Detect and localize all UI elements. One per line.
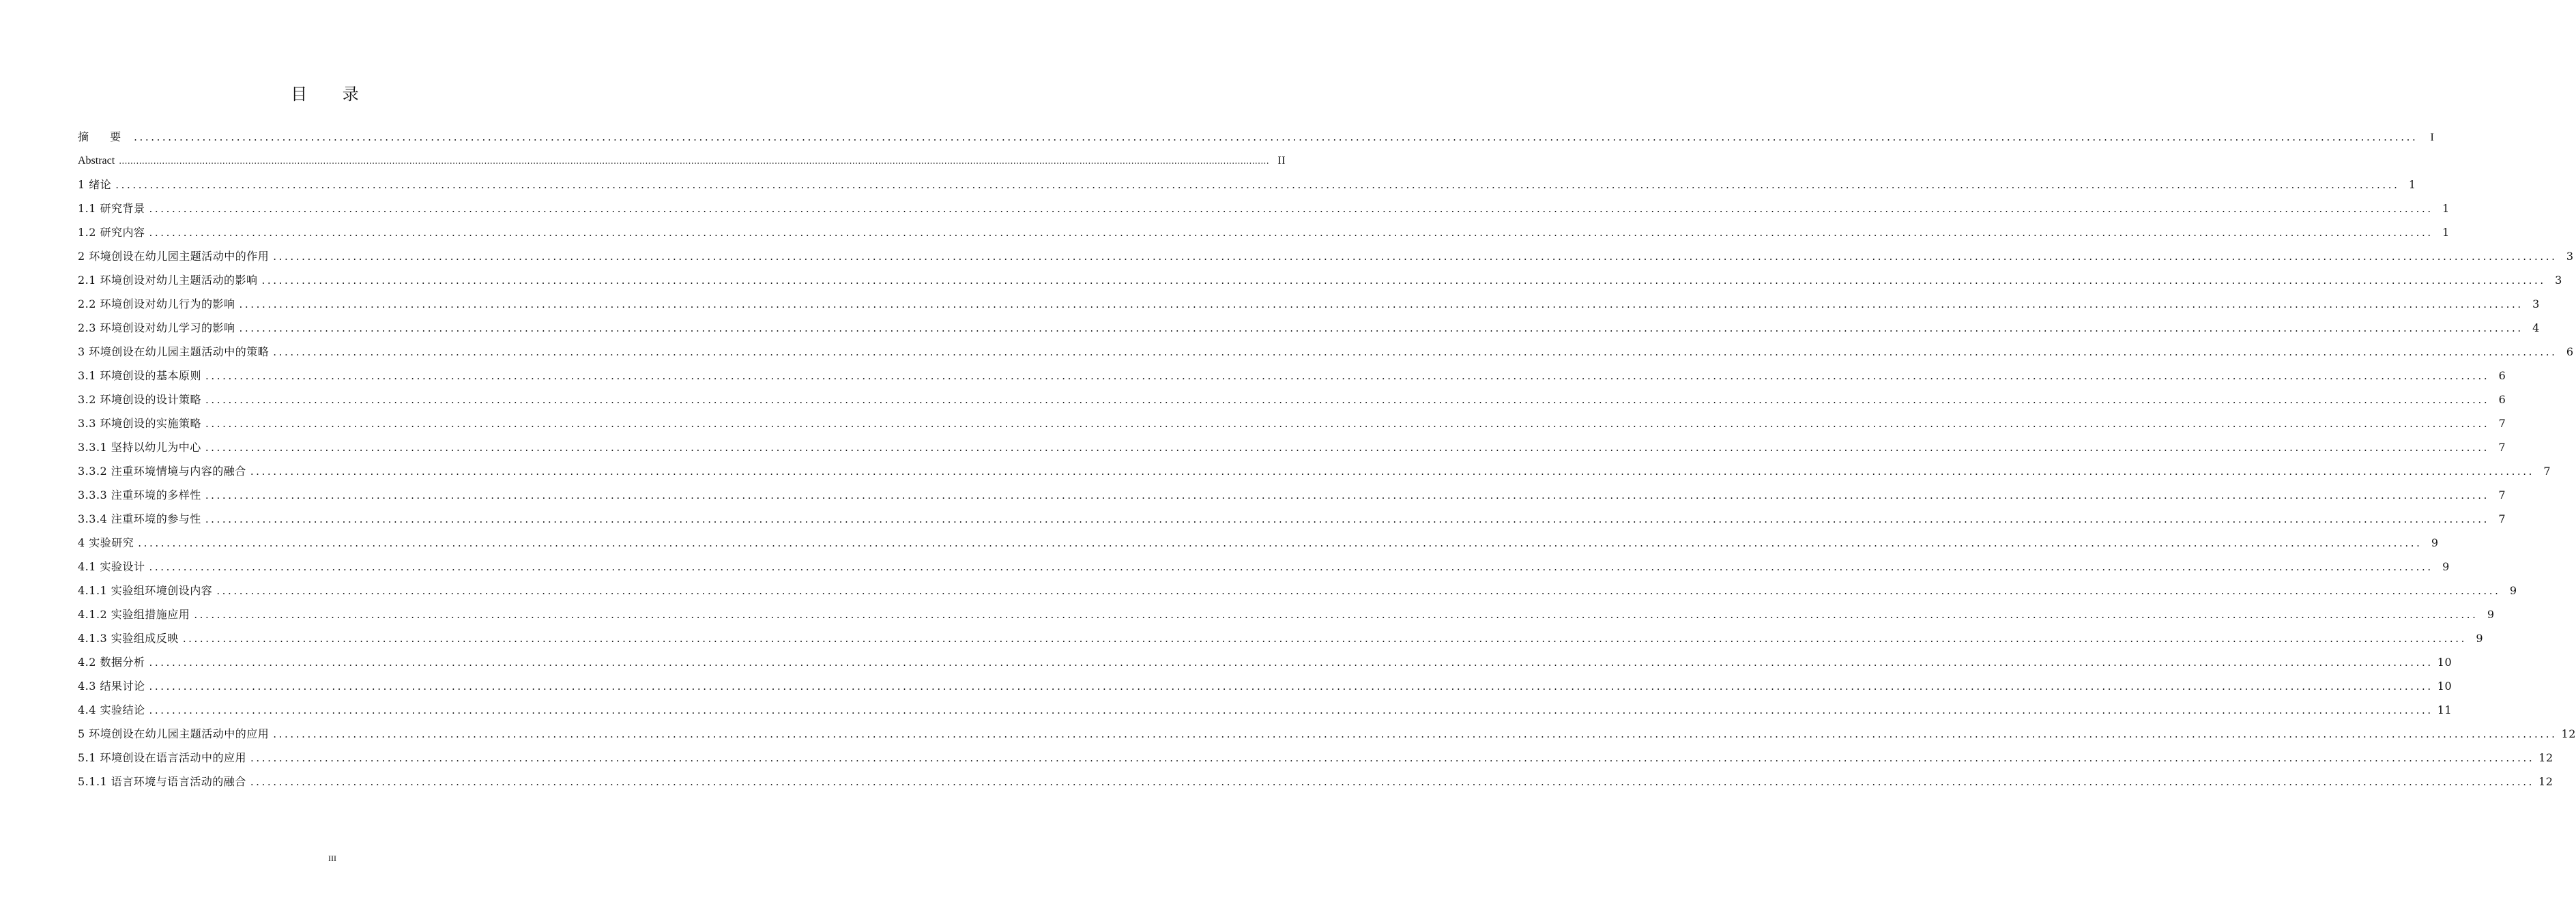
toc-entry-page: 4 bbox=[2532, 321, 2540, 334]
toc-entry-page: I bbox=[2430, 132, 2435, 143]
toc-entry-section-5-1[interactable] bbox=[78, 746, 2553, 770]
toc-dot-leader: ................................................................................................................................................................................................................................................................................................................................................................................................................ bbox=[273, 250, 2558, 263]
toc-entry-label: 5.1 环境创设在语言活动中的应用 bbox=[78, 751, 247, 764]
toc-entry-abstract-en[interactable] bbox=[78, 149, 1286, 173]
toc-entry-label: 3.2 环境创设的设计策略 bbox=[78, 393, 202, 406]
toc-entry-label: 2.3 环境创设对幼儿学习的影响 bbox=[78, 321, 235, 334]
toc-dot-leader: ................................................................................................................................................................................................................................................................................................................................................................................................................ bbox=[205, 394, 2490, 406]
toc-entry-label: 4.2 数据分析 bbox=[78, 656, 145, 669]
toc-entry-page: 7 bbox=[2543, 465, 2551, 478]
toc-entry-label: 4.1 实验设计 bbox=[78, 560, 145, 573]
toc-entry-section-3-3-1[interactable] bbox=[78, 435, 2506, 459]
toc-entry-page: 3 bbox=[2555, 274, 2562, 287]
toc-entry-label: 3.3.3 注重环境的多样性 bbox=[78, 489, 201, 501]
toc-dot-leader: ................................................................................................................................................................................................................................................................................................................................................................................................................ bbox=[261, 274, 2546, 287]
toc-entry-page: 7 bbox=[2498, 417, 2506, 430]
toc-entry-page: 9 bbox=[2442, 560, 2450, 573]
toc-entry-section-2-2[interactable] bbox=[78, 292, 2540, 316]
toc-dot-leader: ................................................................................................................................................................................................................................................................................................................................................................................................................ bbox=[250, 465, 2535, 478]
toc-dot-leader: ................................................................................................................................................................................................................................................................................................................................................................................................................ bbox=[149, 561, 2433, 573]
toc-entry-label: 摘 要 bbox=[78, 130, 130, 143]
toc-dot-leader: ................................................................................................................................................................................................................................................................................................................................................................................................................ bbox=[149, 227, 2433, 239]
toc-entry-label: 4.3 结果讨论 bbox=[78, 680, 145, 693]
toc-entry-chapter-3[interactable] bbox=[78, 340, 2574, 364]
toc-entry-page: 9 bbox=[2431, 536, 2439, 549]
toc-entry-section-4-1-3[interactable] bbox=[78, 626, 2484, 650]
toc-entry-section-3-3[interactable] bbox=[78, 411, 2506, 435]
toc-entry-page: 9 bbox=[2487, 608, 2495, 621]
toc-entry-page: 10 bbox=[2437, 656, 2452, 669]
toc-entry-label: 1.2 研究内容 bbox=[78, 226, 145, 239]
toc-entry-section-4-1[interactable] bbox=[78, 555, 2450, 579]
toc-entry-section-3-1[interactable] bbox=[78, 364, 2506, 388]
toc-entry-label: 2.1 环境创设对幼儿主题活动的影响 bbox=[78, 274, 258, 287]
toc-entry-label: 5 环境创设在幼儿园主题活动中的应用 bbox=[78, 727, 270, 740]
toc-entry-label: 4.1.2 实验组措施应用 bbox=[78, 608, 190, 621]
toc-entry-page: 7 bbox=[2498, 489, 2506, 501]
toc-dot-leader: ................................................................................................................................................................................................................................................................................................................................................................................................................ bbox=[250, 752, 2535, 764]
toc-entry-chapter-2[interactable] bbox=[78, 244, 2574, 268]
toc-entry-label: 4.1.1 实验组环境创设内容 bbox=[78, 584, 213, 597]
toc-dot-leader: ................................................................................................................................................................................................................................................................................................................................................................................................................ bbox=[273, 728, 2558, 740]
toc-entry-page: 3 bbox=[2532, 297, 2540, 310]
toc-entry-label: 2 环境创设在幼儿园主题活动中的作用 bbox=[78, 250, 270, 263]
toc-entry-section-2-3[interactable] bbox=[78, 316, 2540, 340]
toc-dot-leader: ................................................................................................................................................................................................................................................................................................................................................................................................................ bbox=[138, 537, 2422, 549]
toc-entry-section-2-1[interactable] bbox=[78, 268, 2562, 292]
toc-entry-label: 4.4 实验结论 bbox=[78, 703, 145, 716]
toc-entry-label: Abstract bbox=[78, 155, 115, 166]
toc-entry-section-4-2[interactable] bbox=[78, 650, 2452, 674]
toc-entry-label: 1.1 研究背景 bbox=[78, 202, 145, 215]
toc-entry-section-4-3[interactable] bbox=[78, 674, 2452, 698]
toc-entry-label: 5.1.1 语言环境与语言活动的融合 bbox=[78, 775, 246, 788]
toc-dot-leader: ................................................................................................................................................................................................................................................................................................................................................................................................................ bbox=[149, 680, 2433, 693]
toc-dot-leader: ................................................................................................................................................................................................................................................................................................................................................................................................................ bbox=[273, 346, 2558, 358]
toc-entry-page: 10 bbox=[2437, 680, 2452, 693]
toc-entry-page: 6 bbox=[2498, 369, 2506, 382]
toc-entry-chapter-4[interactable] bbox=[78, 531, 2439, 555]
toc-entry-page: II bbox=[1277, 155, 1286, 166]
toc-entry-page: 12 bbox=[2538, 775, 2553, 788]
footer-page-number: III bbox=[328, 854, 336, 863]
toc-dot-leader: ................................................................................................................................................................................................................................................................................................................................................................................................................ bbox=[205, 441, 2490, 454]
toc-entry-label: 3 环境创设在幼儿园主题活动中的策略 bbox=[78, 345, 270, 358]
toc-dot-leader: ................................................................................................................................................................................................................................................................................................................................................................................................................ bbox=[182, 632, 2468, 645]
toc-entry-section-1-2[interactable] bbox=[78, 220, 2450, 244]
toc-entry-label: 2.2 环境创设对幼儿行为的影响 bbox=[78, 297, 235, 310]
toc-entry-page: 9 bbox=[2476, 632, 2484, 645]
toc-entry-label: 1 绪论 bbox=[78, 178, 112, 191]
toc-entry-label: 4 实验研究 bbox=[78, 536, 134, 549]
toc-entry-page: 1 bbox=[2442, 202, 2450, 215]
toc-entry-page: 6 bbox=[2566, 345, 2574, 358]
page-title: 目 录 bbox=[291, 85, 374, 104]
toc-dot-leader: ................................................................................................................................................................................................................................................................................................................................................................................................................ bbox=[250, 776, 2535, 788]
toc-dot-leader: ................................................................................................................................................................................................................................................................................................................................................................................................................ bbox=[216, 585, 2501, 597]
toc-entry-section-3-3-4[interactable] bbox=[78, 507, 2506, 531]
toc-entry-page: 12 bbox=[2538, 751, 2553, 764]
toc-entry-section-4-1-1[interactable] bbox=[78, 579, 2517, 602]
toc-entry-page: 9 bbox=[2509, 584, 2517, 597]
toc-entry-page: 3 bbox=[2566, 250, 2574, 263]
toc-dot-leader: ................................................................................................................................................................................................................................................................................................................................................................................................................ bbox=[149, 656, 2433, 669]
toc-entry-label: 3.3.4 注重环境的参与性 bbox=[78, 512, 201, 525]
toc-entry-chapter-5[interactable] bbox=[78, 722, 2576, 746]
toc-entry-section-4-4[interactable] bbox=[78, 698, 2452, 722]
toc-entry-page: 1 bbox=[2442, 226, 2450, 239]
toc-dot-leader: ................................................................................................................................................................................................................................................................................................................................................................................................................ bbox=[149, 203, 2433, 215]
toc-dot-leader: ................................................................................................................................................................................................................................................................................................................................................................................................................ bbox=[134, 131, 2418, 143]
toc-entry-section-3-3-3[interactable] bbox=[78, 483, 2506, 507]
toc-entry-abstract-cn[interactable] bbox=[78, 125, 2435, 149]
toc-entry-section-4-1-2[interactable] bbox=[78, 602, 2495, 626]
toc-entry-page: 6 bbox=[2498, 393, 2506, 406]
toc-dot-leader: ................................................................................................................................................................................................................................................................................................................................................................................................................ bbox=[205, 513, 2490, 525]
toc-dot-leader: ................................................................................................................................................................................................................................................................................................................................................................................................................ bbox=[194, 609, 2478, 621]
toc-entry-section-3-2[interactable] bbox=[78, 388, 2506, 411]
toc-entry-label: 3.3.1 坚持以幼儿为中心 bbox=[78, 441, 201, 454]
toc-dot-leader: ................................................................................................................................................................................................................................................................................................................................................................................................................ bbox=[115, 179, 2400, 191]
toc-entry-chapter-1[interactable] bbox=[78, 173, 2416, 196]
toc-dot-leader: ................................................................................................................................................................................................................................................................................................................................................................................................................ bbox=[205, 418, 2490, 430]
table-of-contents bbox=[78, 125, 2576, 794]
toc-entry-label: 4.1.3 实验组成反映 bbox=[78, 632, 179, 645]
toc-entry-page: 1 bbox=[2408, 178, 2416, 191]
toc-dot-leader: ................................................................................................................................................................................................................................................................................................................................................................................................................ bbox=[239, 322, 2523, 334]
toc-entry-page: 11 bbox=[2437, 703, 2452, 716]
toc-dot-leader: ................................................................................................................................................................................................................................................................................................................................................................................................................ bbox=[205, 489, 2490, 501]
toc-entry-page: 12 bbox=[2561, 727, 2576, 740]
toc-entry-section-3-3-2[interactable] bbox=[78, 459, 2551, 483]
toc-entry-page: 7 bbox=[2498, 441, 2506, 454]
toc-entry-page: 7 bbox=[2498, 512, 2506, 525]
toc-entry-label: 3.1 环境创设的基本原则 bbox=[78, 369, 202, 382]
toc-dot-leader: ................................................................................................................................................................................................................................................................................................................................................................................................................ bbox=[205, 370, 2490, 382]
toc-entry-label: 3.3.2 注重环境情境与内容的融合 bbox=[78, 465, 246, 478]
toc-entry-section-1-1[interactable] bbox=[78, 196, 2450, 220]
toc-dot-leader: ................................................................................................................................................................................................................................................................................................................................................................................................................ bbox=[119, 156, 1269, 166]
toc-dot-leader: ................................................................................................................................................................................................................................................................................................................................................................................................................ bbox=[149, 704, 2433, 716]
toc-entry-section-5-1-1[interactable] bbox=[78, 770, 2553, 794]
toc-entry-label: 3.3 环境创设的实施策略 bbox=[78, 417, 202, 430]
toc-dot-leader: ................................................................................................................................................................................................................................................................................................................................................................................................................ bbox=[239, 298, 2523, 310]
